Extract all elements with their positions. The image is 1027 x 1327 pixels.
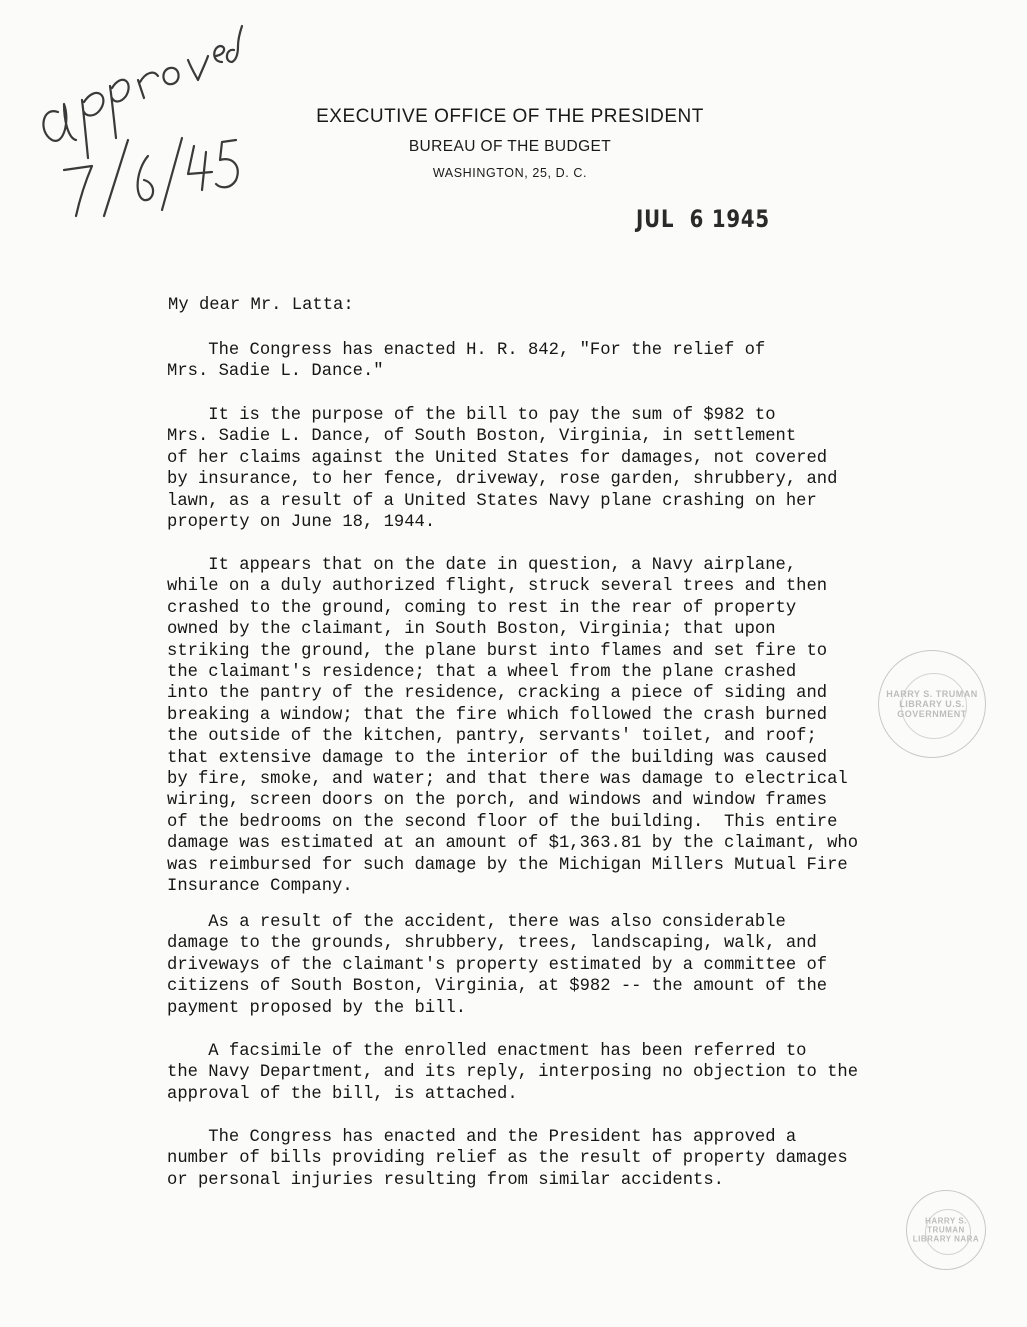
paragraph-bill-purpose (167, 405, 897, 533)
text-line: damage to the grounds, shrubbery, trees, landscaping, walk, and (167, 934, 817, 954)
text-line: or personal injuries resulting from similar accidents. (167, 1170, 724, 1190)
text-line: It appears that on the date in question, a Navy airplane, (167, 556, 797, 575)
text-line: Insurance Company. (167, 877, 353, 897)
paragraph-bill-enacted (167, 340, 897, 383)
text-line: the Navy Department, and its reply, interposing no objection to the (167, 1063, 859, 1083)
date-stamp: JUL 6 1945 (636, 205, 770, 233)
text-line: approval of the bill, is attached. (167, 1084, 518, 1104)
text-line: of the bedrooms on the second floor of the building. This entire (167, 812, 838, 832)
text-line: Mrs. Sadie L. Dance, of South Boston, Virginia, in settlement (167, 427, 797, 447)
letterhead-bureau: BUREAU OF THE BUDGET (408, 138, 612, 155)
archive-stamp (878, 650, 986, 758)
text-line: number of bills providing relief as the result of property damages (167, 1149, 848, 1169)
text-line: crashed to the ground, coming to rest in the rear of property (167, 598, 797, 618)
text-line: damage was estimated at an amount of $1,363.81 by the claimant, who (167, 834, 859, 854)
text-line: was reimbursed for such damage by the Michigan Millers Mutual Fire (167, 855, 848, 875)
archive-stamp (906, 1190, 986, 1270)
text-line: while on a duly authorized flight, struck several trees and then (167, 577, 828, 597)
text-line: The Congress has enacted H. R. 842, "For the relief of (167, 341, 766, 360)
text-line: that extensive damage to the interior of the building was caused (167, 748, 828, 768)
text-line: driveways of the claimant's property estimated by a committee of (167, 955, 828, 975)
text-line: breaking a window; that the fire which followed the crash burned (167, 705, 828, 725)
text-line: citizens of South Boston, Virginia, at $982 -- the amount of the (167, 977, 828, 997)
paragraph-grounds-damage (167, 912, 897, 1019)
text-line: As a result of the accident, there was also considerable (167, 913, 786, 932)
salutation: My dear Mr. Latta: (168, 296, 354, 315)
archive-stamp-text: HARRY S. TRUMAN LIBRARY U.S. GOVERNMENT (886, 689, 978, 719)
text-line: the claimant's residence; that a wheel from the plane crashed (167, 663, 797, 683)
text-line: of her claims against the United States for damages, not covered (167, 448, 828, 468)
text-line: lawn, as a result of a United States Navy plane crashing on her (167, 491, 817, 511)
letterhead (250, 104, 770, 181)
text-line: The Congress has enacted and the President has approved a (167, 1128, 797, 1147)
handwritten-approval-note (30, 20, 250, 220)
text-line: owned by the claimant, in South Boston, Virginia; that upon (167, 620, 776, 640)
paragraph-similar-bills (167, 1127, 897, 1191)
letterhead-office: EXECUTIVE OFFICE OF THE PRESIDENT (316, 106, 704, 127)
text-line: by insurance, to her fence, driveway, rose garden, shrubbery, and (167, 470, 838, 490)
text-line: wiring, screen doors on the porch, and windows and window frames (167, 791, 828, 811)
paragraph-accident-details (167, 555, 897, 898)
archive-stamp-text: HARRY S. TRUMAN LIBRARY NARA (912, 1216, 980, 1244)
text-line: the outside of the kitchen, pantry, servants' toilet, and roof; (167, 727, 817, 747)
text-line: Mrs. Sadie L. Dance." (167, 362, 384, 382)
text-line: property on June 18, 1944. (167, 513, 436, 533)
text-line: A facsimile of the enrolled enactment has been referred to (167, 1042, 807, 1061)
text-line: into the pantry of the residence, cracking a piece of siding and (167, 684, 828, 704)
text-line: by fire, smoke, and water; and that there was damage to electrical (167, 770, 848, 790)
text-line: striking the ground, the plane burst into flames and set fire to (167, 641, 828, 661)
letterhead-city: WASHINGTON, 25, D. C. (432, 166, 588, 180)
text-line: payment proposed by the bill. (167, 998, 467, 1018)
paragraph-navy-reply (167, 1041, 897, 1105)
text-line: It is the purpose of the bill to pay the sum of $982 to (167, 406, 776, 425)
